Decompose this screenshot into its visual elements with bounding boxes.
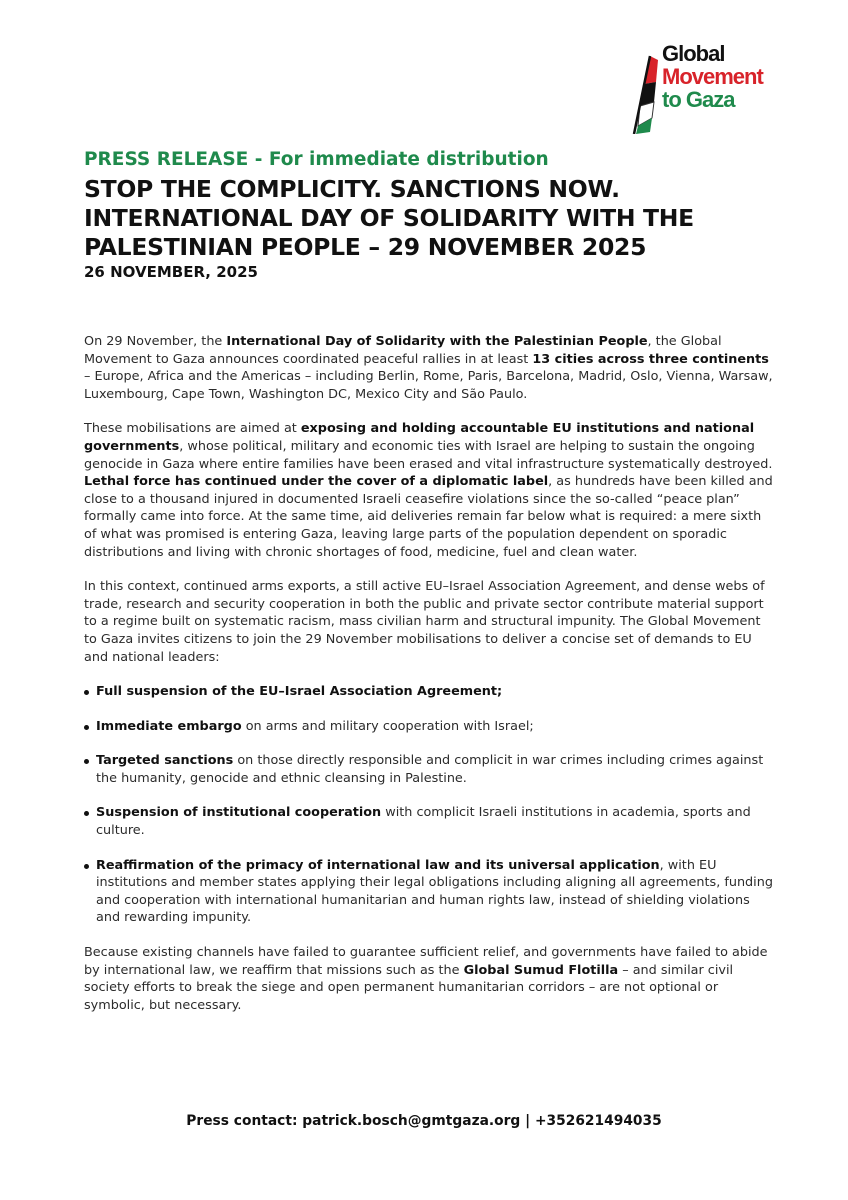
bold-run: 13 cities across three continents [532, 351, 769, 367]
text-run: , whose political, military and economic ties with Israel are helping to sustain the ongoing genocide in Gaza where entire families have been erased and vital infrastructure systematically destroyed. [84, 438, 773, 472]
list-item [84, 752, 774, 787]
press-release-body [84, 333, 774, 1031]
paragraph-conclusion [84, 944, 774, 1014]
bold-run: Suspension of institutional cooperation [96, 805, 382, 821]
text-run: , with EU institutions and member states applying their legal obligations including aligning all agreements, funding and cooperation with international humanitarian and human rights law, instead of shielding violations and rewarding impunity. [96, 857, 773, 926]
text-run: on those directly responsible and complicit in war crimes including crimes against the humanity, genocide and ethnic cleansing in Palestine. [96, 753, 764, 786]
bold-run: Lethal force has continued under the cover of a diplomatic label [84, 474, 549, 490]
paragraph-intro [84, 333, 774, 403]
list-item [84, 804, 774, 839]
bold-run: Targeted sanctions [96, 753, 234, 769]
list-item [84, 683, 774, 701]
text-run: , as hundreds have been killed and close to a thousand injured in documented Israeli ceasefire violations since the so-called “peace plan” formally came into force. At the same time, aid deliveries remain far below what is required: a mere sixth of what was promised is entering Gaza, leaving large parts of the population dependent on sporadic distributions and living with chronic shortages of food, medicine, fuel and clean water. [84, 474, 773, 560]
bold-run: Immediate embargo [96, 718, 242, 734]
bold-run: Global Sumud Flotilla [463, 962, 619, 978]
bold-run: International Day of Solidarity with the Palestinian People [226, 334, 648, 349]
demands-list [84, 683, 774, 927]
text-run: , the Global Movement to Gaza announces coordinated peaceful rallies in at least [84, 334, 722, 367]
logo-line-to-gaza: to Gaza [662, 87, 735, 112]
press-release-kicker: PRESS RELEASE - For immediate distribution [84, 149, 549, 170]
text-run: with complicit Israeli institutions in academia, sports and culture. [96, 805, 751, 839]
flag-icon [630, 54, 660, 134]
text-run: – Europe, Africa and the Americas – including Berlin, Rome, Paris, Barcelona, Madrid, Oslo, Vienna, Warsaw, Luxembourg, Cape Town, Washington DC, Mexico City and São Paulo. [84, 369, 773, 402]
list-item [84, 718, 774, 736]
paragraph-context: In this context, continued arms exports, a still active EU–Israel Association Agreement, and dense webs of trade, research and security cooperation in both the public and private sector contribute material support to a regime built on systematic racism, mass civilian harm and structural impunity. The Global Movement to Gaza invites citizens to join the 29 November mobilisations to deliver a concise set of demands to EU and national leaders: [84, 579, 765, 665]
page-title [84, 175, 774, 262]
logo-line-movement: Movement [662, 64, 763, 89]
text-run: on arms and military cooperation with Israel; [241, 718, 534, 734]
title-line: STOP THE COMPLICITY. SANCTIONS NOW. [84, 175, 620, 203]
press-contact: Press contact: patrick.bosch@gmtgaza.org | +352621494035 [186, 1113, 662, 1129]
text-run: – and similar civil society efforts to break the siege and open permanent humanitarian corridors – are not optional or symbolic, but necessary. [84, 962, 734, 1013]
paragraph-mobilisations [84, 420, 774, 561]
logo-line-global: Global [662, 41, 725, 66]
release-date: 26 NOVEMBER, 2025 [84, 263, 258, 281]
list-item [84, 857, 774, 927]
title-line: INTERNATIONAL DAY OF SOLIDARITY WITH THE [84, 204, 694, 232]
bold-run: Full suspension of the EU–Israel Association Agreement; [96, 684, 503, 700]
bold-run: exposing and holding accountable EU institutions and national governments [84, 421, 755, 454]
title-line: PALESTINIAN PEOPLE – 29 NOVEMBER 2025 [84, 233, 647, 261]
text-run: On 29 November, the [84, 334, 227, 349]
bold-run: Reaffirmation of the primacy of international law and its universal application [96, 857, 660, 873]
organization-logo [628, 40, 778, 132]
text-run: Because existing channels have failed to guarantee sufficient relief, and governments have failed to abide by international law, we reaffirm that missions such as the [84, 945, 768, 978]
text-run: These mobilisations are aimed at [84, 421, 301, 437]
